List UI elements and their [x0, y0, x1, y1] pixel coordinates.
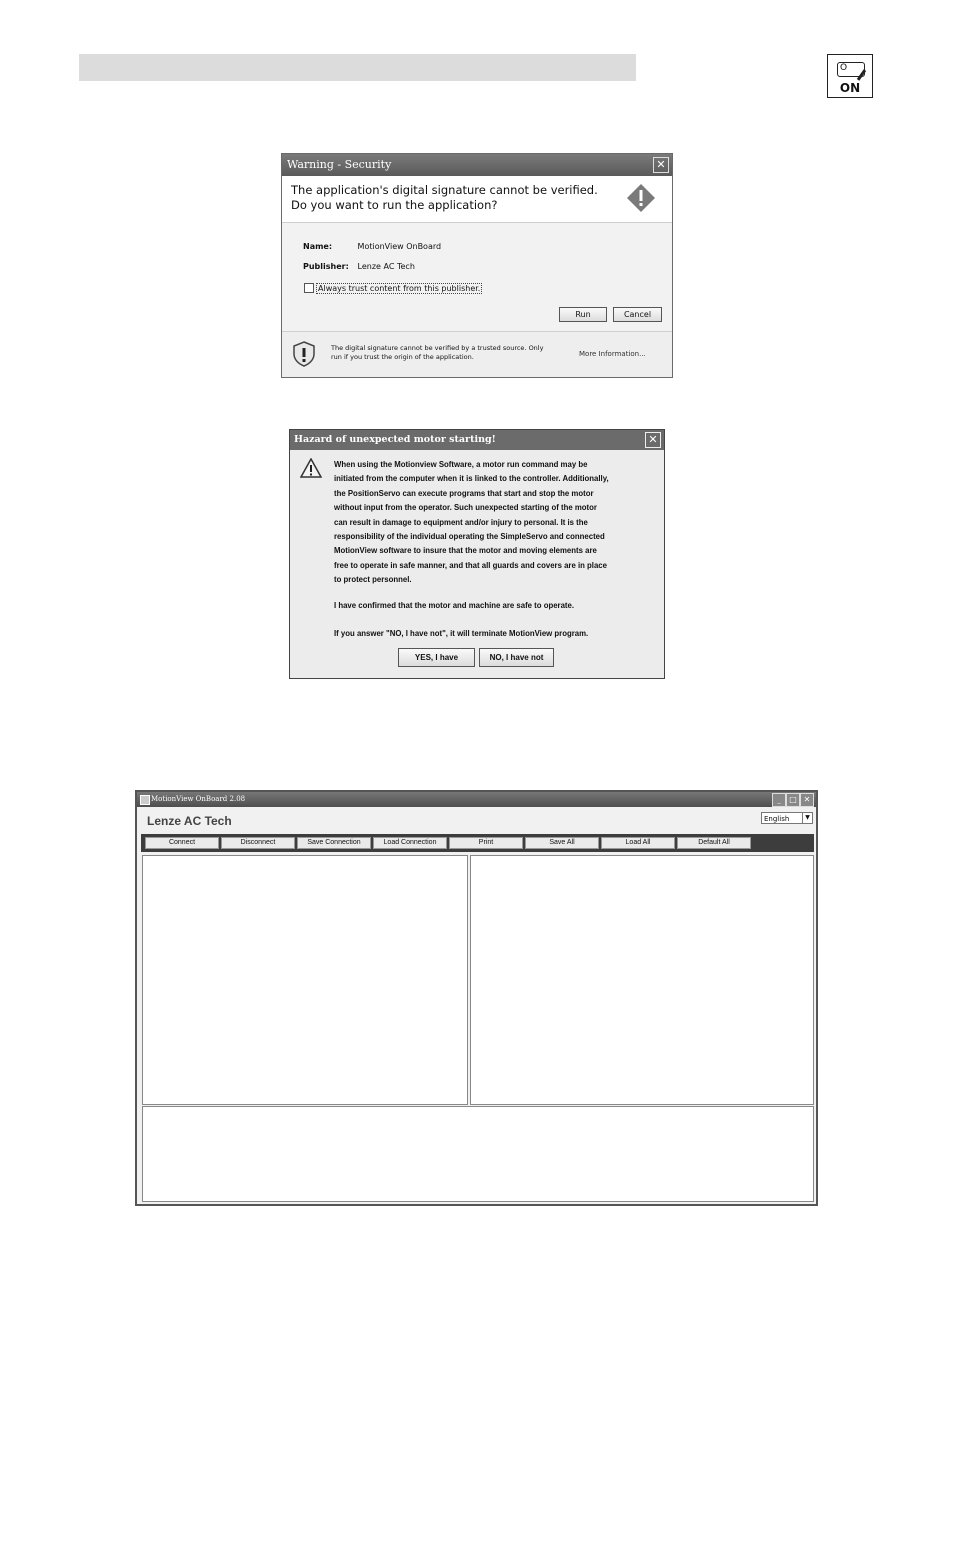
disconnect-button[interactable]: Disconnect [221, 837, 295, 849]
app-icon [140, 795, 150, 805]
switch-on-label: ON [839, 81, 861, 95]
hazard-line: responsibility of the individual operating the SimpleServo and connected [334, 532, 605, 542]
signature-question: The application's digital signature cannot be verified. Do you want to run the application? [291, 183, 598, 212]
run-button[interactable]: Run [559, 307, 607, 322]
always-trust-label: Always trust content from this publisher. [318, 283, 481, 293]
hazard-line: to protect personnel. [334, 575, 412, 585]
warning-diamond-icon [626, 183, 656, 213]
no-i-have-not-button[interactable]: NO, I have not [479, 648, 554, 667]
hazard-line: the PositionServo can execute programs that start and stop the motor [334, 488, 594, 498]
hazard-line: can result in damage to equipment and/or injury to personal. It is the [334, 517, 588, 527]
window-title: MotionView OnBoard 2.08 [151, 795, 246, 803]
switch-off-symbol: O [840, 63, 848, 73]
checkbox-box[interactable] [304, 283, 314, 293]
left-panel [142, 855, 468, 1105]
power-switch-on-icon [827, 54, 873, 98]
shield-warning-icon [292, 341, 316, 367]
dialog-body [282, 223, 672, 330]
dialog-footer [282, 331, 672, 377]
footer-message: The digital signature cannot be verified by a trusted source. Only run if you trust the origin of the application. [331, 344, 544, 361]
load-all-button[interactable]: Load All [601, 837, 675, 849]
name-value: MotionView OnBoard [357, 242, 442, 251]
bottom-panel [142, 1106, 814, 1202]
print-button[interactable]: Print [449, 837, 523, 849]
dialog-title: Warning - Security [287, 158, 392, 171]
close-icon[interactable]: ✕ [653, 157, 669, 173]
name-row [303, 242, 441, 252]
right-panel [470, 855, 814, 1105]
hazard-line: initiated from the computer when it is linked to the controller. Additionally, [334, 474, 609, 484]
save-all-button[interactable]: Save All [525, 837, 599, 849]
default-all-button[interactable]: Default All [677, 837, 751, 849]
name-label: Name: [303, 242, 333, 251]
security-warning-dialog [281, 153, 673, 378]
hazard-dialog [289, 429, 665, 679]
hazard-line: without input from the operator. Such unexpected starting of the motor [334, 503, 597, 513]
save-connection-button[interactable]: Save Connection [297, 837, 371, 849]
publisher-value: Lenze AC Tech [357, 262, 415, 271]
dialog-header [282, 176, 672, 223]
hazard-line: free to operate in safe manner, and that all guards and covers are in place [334, 560, 607, 570]
yes-i-have-button[interactable]: YES, I have [398, 648, 475, 667]
dialog-title-bar [282, 154, 672, 176]
terminate-text: If you answer "NO, I have not", it will terminate MotionView program. [334, 629, 589, 638]
more-information-link[interactable]: More Information... [579, 350, 646, 358]
warning-triangle-icon [300, 458, 322, 478]
publisher-label: Publisher: [303, 262, 349, 271]
connect-button[interactable]: Connect [145, 837, 219, 849]
minimize-icon[interactable]: _ [772, 793, 786, 807]
language-value: English [764, 815, 790, 823]
header-bar [79, 54, 636, 81]
brand-title: Lenze AC Tech [147, 814, 232, 828]
cancel-button[interactable]: Cancel [613, 307, 662, 322]
close-icon[interactable]: ✕ [800, 793, 814, 807]
maximize-icon[interactable]: □ [786, 793, 800, 807]
always-trust-checkbox[interactable] [304, 283, 482, 294]
hazard-line: MotionView software to insure that the motor and moving elements are [334, 546, 597, 556]
hazard-warning-text [334, 458, 656, 588]
close-icon[interactable]: ✕ [645, 432, 661, 448]
toolbar [141, 834, 814, 852]
window-title-bar [137, 792, 816, 807]
hazard-title: Hazard of unexpected motor starting! [294, 434, 496, 445]
language-select[interactable] [761, 812, 813, 824]
hazard-line: When using the Motionview Software, a motor run command may be [334, 460, 588, 469]
chevron-down-icon[interactable]: ▼ [802, 813, 812, 823]
motionview-window [135, 790, 818, 1206]
publisher-row [303, 262, 415, 272]
load-connection-button[interactable]: Load Connection [373, 837, 447, 849]
hazard-title-bar [290, 430, 664, 450]
confirm-text: I have confirmed that the motor and machine are safe to operate. [334, 601, 575, 610]
